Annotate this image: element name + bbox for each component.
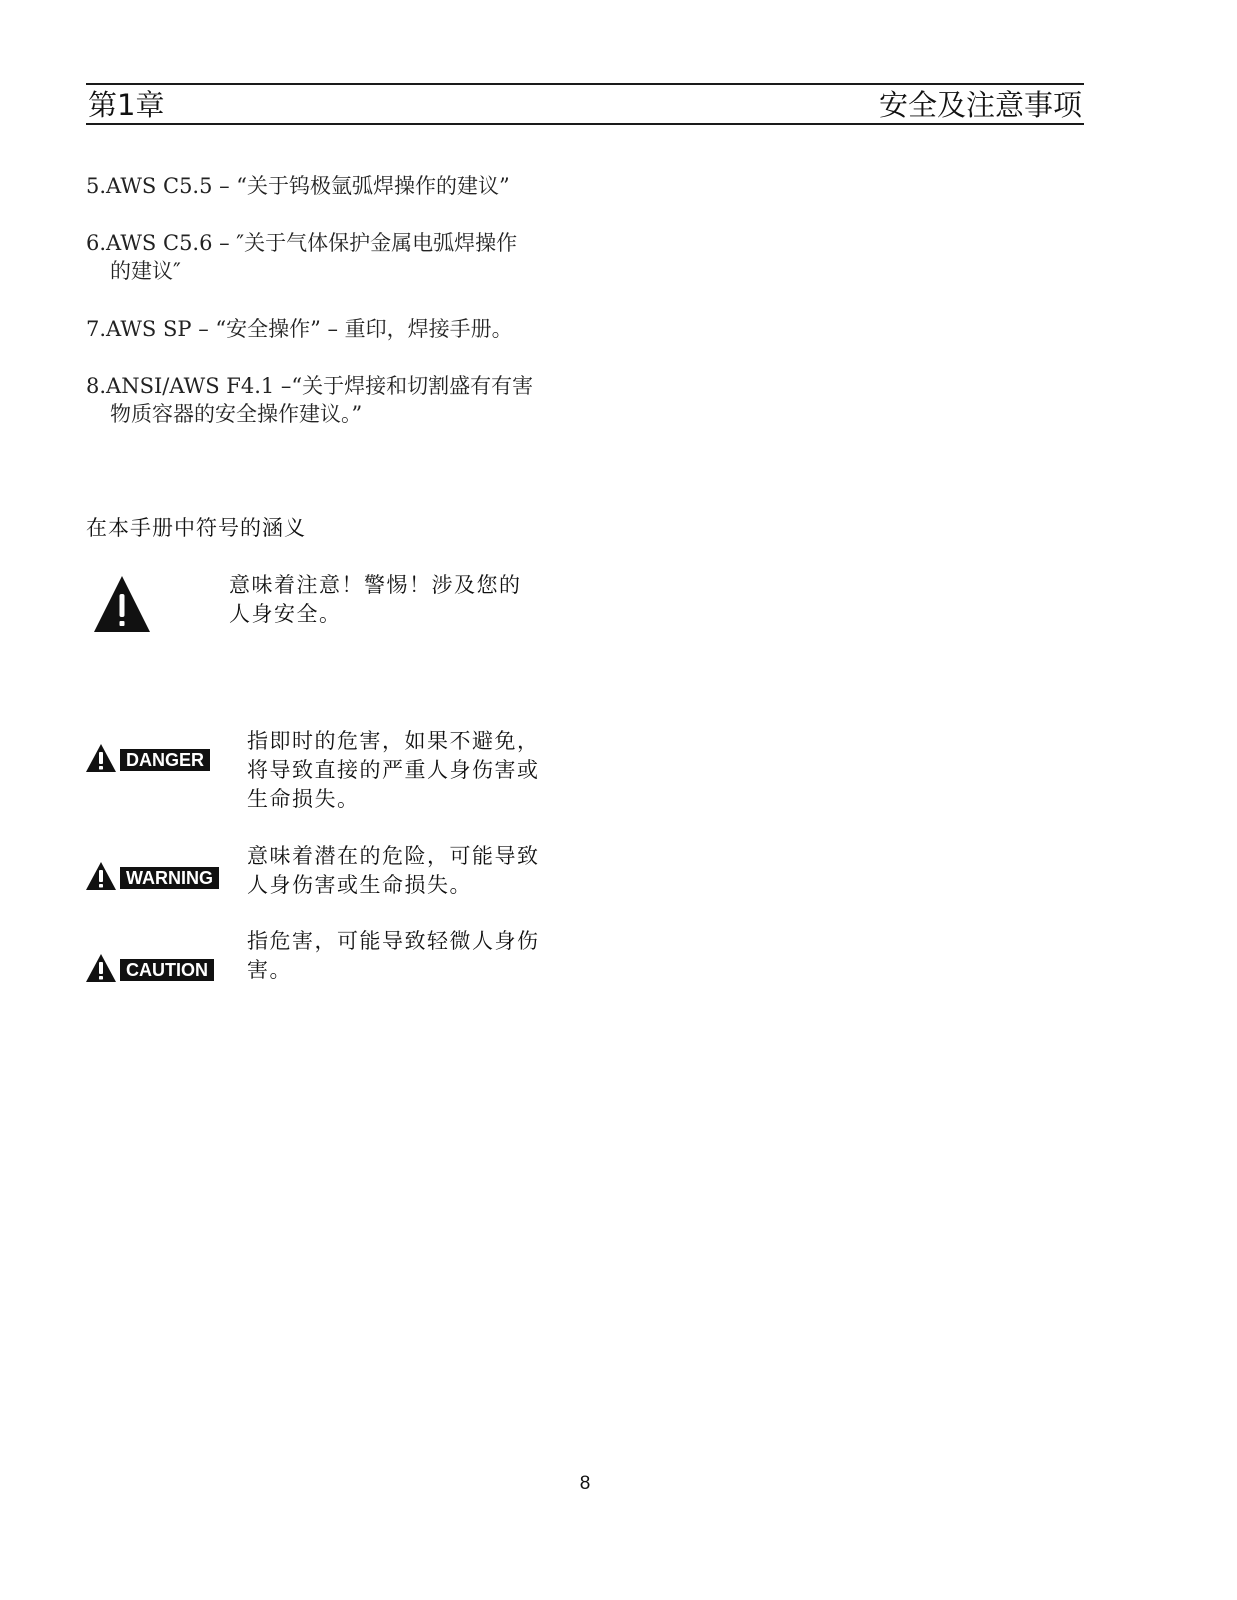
- description-line: 指危害，可能导致轻微人身伤: [247, 929, 540, 953]
- reference-text: 5.AWS C5.5 – “关于钨极氩弧焊操作的建议”: [86, 174, 510, 198]
- description-line: 人身安全。: [229, 602, 342, 626]
- description-line: 意味着潜在的危险，可能导致: [247, 844, 540, 868]
- reference-text: 6.AWS C5.6 – ″关于气体保护金属电弧焊操作: [86, 231, 518, 255]
- reference-text: 7.AWS SP – “安全操作” – 重印，焊接手册。: [86, 317, 513, 341]
- general-alert-description: [229, 571, 559, 629]
- description-line: 意味着注意！警惕！涉及您的: [229, 573, 522, 597]
- reference-item-5: [86, 172, 586, 200]
- caution-description: [247, 927, 577, 985]
- danger-triangle-icon: [86, 743, 118, 773]
- caution-triangle-icon: [86, 953, 118, 983]
- reference-text-continued: 物质容器的安全操作建议。”: [110, 402, 363, 426]
- warning-description: [247, 842, 577, 900]
- reference-item-8: [86, 372, 586, 428]
- description-line: 生命损失。: [247, 787, 360, 811]
- symbols-heading: 在本手册中符号的涵义: [86, 516, 306, 540]
- reference-text-continued: 的建议″: [110, 259, 181, 283]
- chapter-number: 第1章: [88, 88, 165, 122]
- description-line: 指即时的危害，如果不避免，: [247, 729, 540, 753]
- page-number: 8: [579, 1473, 591, 1494]
- danger-description: [247, 727, 577, 814]
- reference-item-7: [86, 315, 586, 343]
- warning-triangle-small-icon: [86, 861, 118, 891]
- danger-badge: [86, 743, 210, 773]
- caution-label: CAUTION: [120, 959, 214, 981]
- caution-badge: [86, 953, 214, 983]
- warning-badge: [86, 861, 219, 891]
- chapter-header: [86, 83, 1084, 125]
- reference-item-6: [86, 229, 586, 285]
- warning-triangle-icon: [92, 574, 152, 634]
- description-line: 将导致直接的严重人身伤害或: [247, 758, 540, 782]
- warning-label: WARNING: [120, 867, 219, 889]
- section-title: 安全及注意事项: [878, 88, 1082, 122]
- reference-text: 8.ANSI/AWS F4.1 –“关于焊接和切割盛有有害: [86, 374, 534, 398]
- description-line: 人身伤害或生命损失。: [247, 873, 472, 897]
- danger-label: DANGER: [120, 749, 210, 771]
- description-line: 害。: [247, 958, 292, 982]
